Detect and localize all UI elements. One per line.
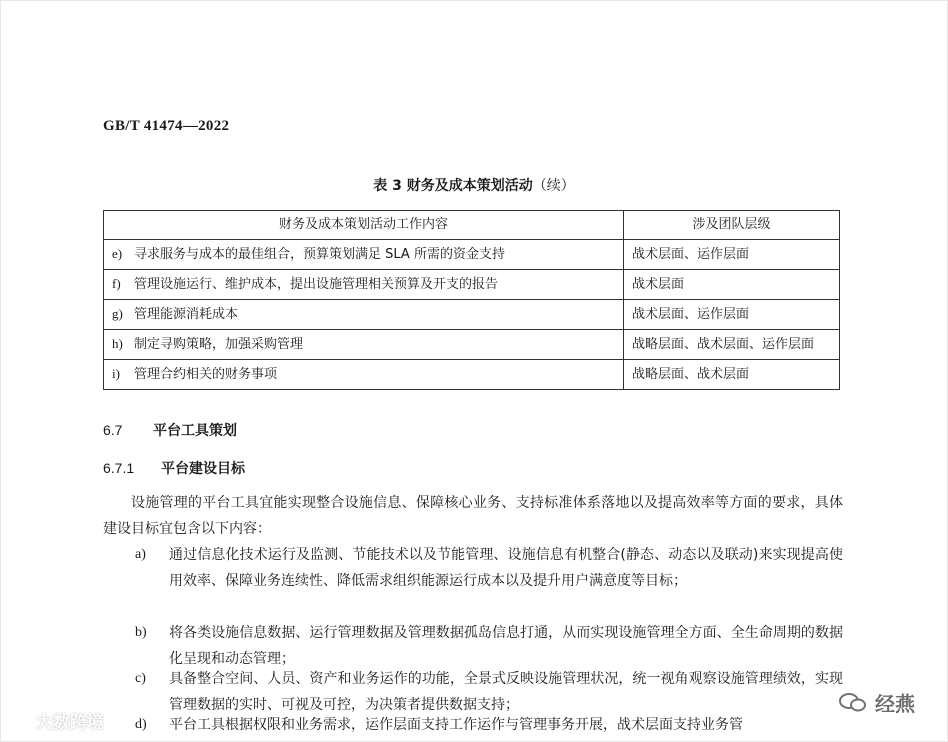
table-cell-content (104, 360, 624, 390)
table-cell-level: 战术层面、运作层面 (624, 240, 840, 270)
row-mark: f) (112, 276, 121, 291)
table-row (104, 300, 840, 330)
list-item (135, 620, 843, 672)
watermark-right (838, 688, 915, 720)
list-item-mark: b) (135, 625, 147, 640)
table-title-suffix: （续） (532, 178, 575, 194)
row-mark: h) (112, 336, 123, 351)
list-item-text: 具备整合空间、人员、资产和业务运作的功能，全景式反映设施管理状况，统一视角观察设施管理绩效，实现管理数据的实时、可视及可控，为决策者提供数据支持； (169, 671, 843, 713)
watermark-right-text: 经燕 (874, 692, 915, 716)
list-item-mark: d) (135, 717, 147, 732)
table-cell-content (104, 240, 624, 270)
row-content: 管理设施运行、维护成本，提出设施管理相关预算及开支的报告 (134, 277, 499, 292)
list-item (135, 542, 843, 594)
list-item (135, 666, 843, 718)
table-cell-content (104, 270, 624, 300)
list-item-mark: a) (135, 547, 146, 562)
table-row (104, 330, 840, 360)
section-heading-6-7-1 (103, 458, 245, 478)
table-row (104, 360, 840, 390)
row-mark: i) (112, 366, 120, 381)
table-cell-level: 战术层面 (624, 270, 840, 300)
list-item-text: 平台工具根据权限和业务需求，运作层面支持工作运作与管理事务开展，战术层面支持业务管 (169, 717, 743, 733)
table-cell-level: 战术层面、运作层面 (624, 300, 840, 330)
row-mark: g) (112, 306, 123, 321)
section-number: 6.7 (103, 422, 123, 438)
list-item-text: 将各类设施信息数据、运行管理数据及管理数据孤岛信息打通，从而实现设施管理全方面、全生命周期的数据化呈现和动态管理； (169, 625, 843, 667)
section-title: 平台工具策划 (153, 423, 237, 439)
list-item-text: 通过信息化技术运行及监测、节能技术以及节能管理、设施信息有机整合(静态、动态以及联动)来实现提高使用效率、保障业务连续性、降低需求组织能源运行成本以及提升用户满意度等目标； (169, 547, 843, 589)
section-title: 平台建设目标 (161, 461, 245, 477)
watermark-left (8, 708, 104, 735)
intro-paragraph: 设施管理的平台工具宜能实现整合设施信息、保障核心业务、支持标准体系落地以及提高效率等方面的要求，具体建设目标宜包含以下内容： (103, 495, 843, 537)
row-content: 管理合约相关的财务事项 (134, 367, 278, 382)
table-cell-level: 战略层面、战术层面 (624, 360, 840, 390)
row-content: 寻求服务与成本的最佳组合，预算策划满足 SLA 所需的资金支持 (134, 247, 505, 262)
table-header-level: 涉及团队层级 (624, 211, 840, 240)
table-cell-content (104, 330, 624, 360)
table-title (0, 175, 948, 195)
table-cell-level: 战略层面、战术层面、运作层面 (624, 330, 840, 360)
row-content: 管理能源消耗成本 (134, 307, 239, 322)
row-mark: e) (112, 246, 123, 261)
table-title-main: 表 3 财务及成本策划活动 (373, 178, 533, 194)
table-row (104, 240, 840, 270)
list-item-mark: c) (135, 671, 146, 686)
section-heading-6-7 (103, 420, 237, 440)
row-content: 制定寻购策略，加强采购管理 (134, 337, 304, 352)
watermark-left-text: 大数跨境 (35, 713, 104, 733)
section-number: 6.7.1 (103, 460, 135, 476)
table-header-row (104, 211, 840, 240)
table-row (104, 270, 840, 300)
table-cell-content (104, 300, 624, 330)
wechat-icon (838, 691, 868, 720)
watermark-logo-icon (8, 712, 30, 735)
standard-number: GB/T 41474—2022 (103, 118, 230, 134)
table-header-content: 财务及成本策划活动工作内容 (104, 211, 624, 240)
financial-planning-table (103, 210, 840, 390)
list-item (135, 712, 843, 738)
